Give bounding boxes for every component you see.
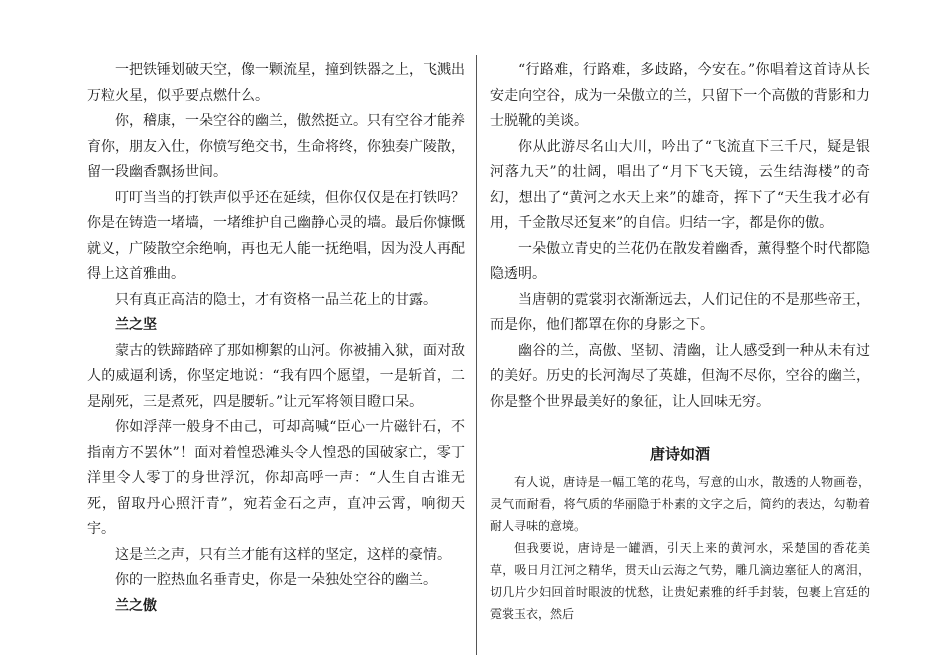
right-column	[490, 58, 870, 625]
column-divider	[476, 55, 477, 655]
paragraph: 你从此游尽名山大川，吟出了“飞流直下三千尺，疑是银河落九天”的壮阔，唱出了“月下飞天镜，云生结海楼”的奇幻，想出了“黄河之水天上来”的雄奇，挥下了“天生我才必有用，千金散尽还复来”的自信。归结一字，都是你的傲。	[490, 138, 870, 231]
paragraph: “行路难，行路难，多歧路，今安在。”你唱着这首诗从长安走向空谷，成为一朵傲立的兰，只留下一个高傲的背影和力士脱靴的美谈。	[490, 62, 870, 129]
paragraph: 一朵傲立青史的兰花仍在散发着幽香，薰得整个时代都隐隐透明。	[490, 240, 870, 282]
article-title: 唐诗如酒	[649, 445, 710, 463]
paragraph: 当唐朝的霓裳羽衣渐渐远去，人们记住的不是那些帝王，而是你，他们都罩在你的身影之下。	[490, 291, 870, 333]
section-heading: 兰之坚	[115, 317, 157, 333]
left-column	[87, 58, 465, 619]
paragraph: 蒙古的铁蹄踏碎了那如柳絮的山河。你被捕入狱，面对敌人的威逼利诱，你坚定地说：“我有四个愿望，一是斩首，二是剐死，三是煮死，四是腰斩。”让元军将领目瞪口呆。	[87, 342, 465, 410]
paragraph: 你如浮萍一般身不由己，可却高喊“臣心一片磁针石，不指南方不罢休”！面对着惶恐滩头令人惶恐的国破家亡，零丁洋里令人零丁的身世浮沉，你却高呼一声：“人生自古谁无死，留取丹心照汗青”，宛若金石之声，直冲云霄，响彻天宇。	[87, 419, 465, 537]
paragraph: 叮叮当当的打铁声似乎还在延续，但你仅仅是在打铁吗？你是在铸造一堵墙，一堵维护自己幽静心灵的墙。最后你慷慨就义，广陵散空余绝响，再也无人能一抚绝唱，因为没人再配得上这首雅曲。	[87, 189, 465, 282]
paragraph: 但我要说，唐诗是一罐酒，引天上来的黄河水，采楚国的香花美草，吸日月江河之精华，贯天山云海之气势，雕几滴边塞征人的离泪，切几片少妇回首时眼波的忧愁，让贵妃素雅的纤手封装，包裹上宫廷的霓裳玉衣，然后	[490, 541, 870, 621]
paragraph: 幽谷的兰，高傲、坚韧、清幽，让人感受到一种从未有过的美好。历史的长河淘尽了英雄，但淘不尽你，空谷的幽兰，你是整个世界最美好的象征，让人回味无穷。	[490, 342, 870, 410]
paragraph: 只有真正高洁的隐士，才有资格一品兰花上的甘露。	[115, 291, 437, 308]
paragraph: 你的一腔热血名垂青史，你是一朵独处空谷的幽兰。	[115, 572, 437, 588]
paragraph: 一把铁锤划破天空，像一颗流星，撞到铁器之上，飞溅出万粒火星，似乎要点燃什么。	[87, 62, 465, 104]
paragraph: 有人说，唐诗是一幅工笔的花鸟，写意的山水，散透的人物画卷，灵气而耐看，将气质的华丽隐于朴素的文字之后，简约的表达，勾勒着耐人寻味的意境。	[490, 475, 870, 533]
section-heading: 兰之傲	[115, 597, 157, 614]
paragraph: 你，稽康，一朵空谷的幽兰，傲然挺立。只有空谷才能养育你，朋友入仕，你愤写绝交书，生命将终，你独奏广陵散，留一段幽香飘扬世间。	[87, 113, 465, 180]
paragraph: 这是兰之声，只有兰才能有这样的坚定，这样的豪情。	[115, 546, 451, 563]
